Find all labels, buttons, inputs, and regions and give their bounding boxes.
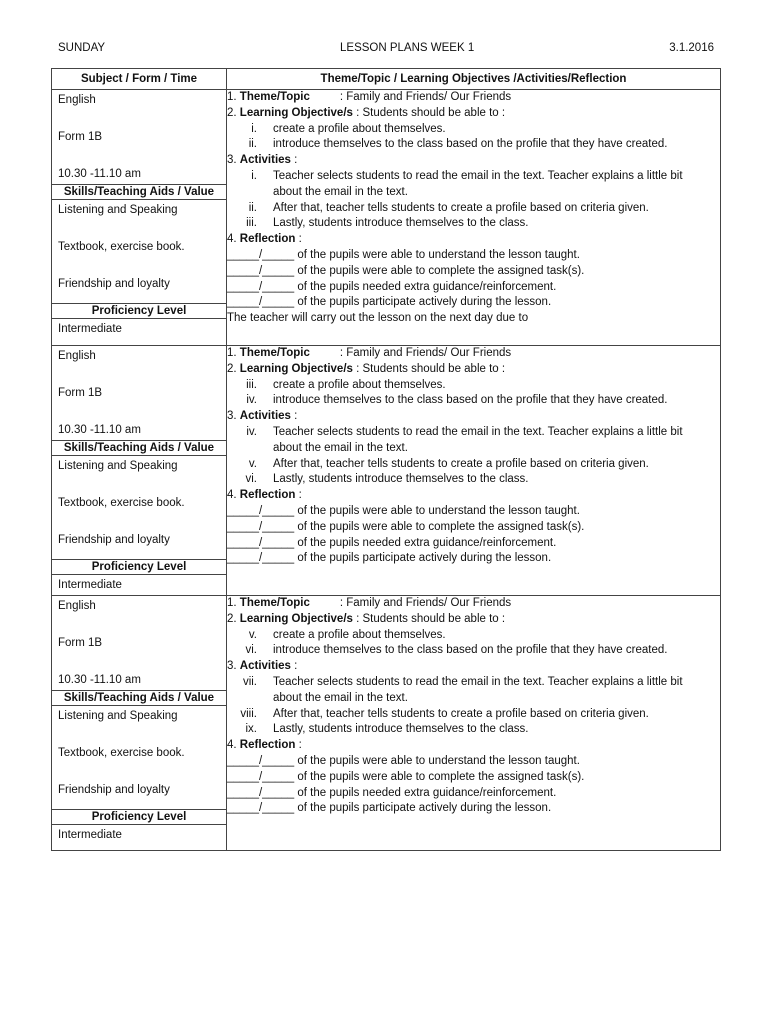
subject-text: English <box>58 350 96 362</box>
text-span: vi. <box>245 644 257 657</box>
text-span: about the email in the text. <box>273 441 408 454</box>
label-text: 2. <box>227 106 237 119</box>
proficiency-text: Intermediate <box>58 323 122 335</box>
proficiency-text: Intermediate <box>58 579 122 591</box>
reflection-heading <box>227 738 720 754</box>
activity-item <box>227 457 720 473</box>
theme-line <box>227 596 720 612</box>
label-text: Reflection <box>239 489 296 502</box>
form-text: Form 1B <box>58 131 103 143</box>
text-span: iii. <box>246 378 257 391</box>
reflection-heading <box>227 232 720 248</box>
text-span: v. <box>248 628 257 641</box>
text-span: ix. <box>245 723 257 736</box>
objective-item <box>227 122 720 138</box>
reflection-heading <box>227 488 720 504</box>
objectives-heading <box>227 362 720 378</box>
reflection-line: _____/_____ of the pupils were able to understand the lesson taught. <box>227 248 580 261</box>
text-span: iv. <box>246 394 257 407</box>
form-text: Form 1B <box>58 387 103 399</box>
text-span: create a profile about themselves. <box>273 378 446 391</box>
subject-text: English <box>58 600 96 612</box>
lesson-meta-cell <box>52 90 227 346</box>
lesson-row <box>52 346 721 596</box>
objective-item <box>227 137 720 153</box>
reflection-line: _____/_____ of the pupils participate actively during the lesson. <box>227 802 552 815</box>
day-label: SUNDAY <box>58 42 106 54</box>
label-text: 2. <box>227 612 237 625</box>
activity-item <box>227 722 720 738</box>
label-text: Learning Objective/s <box>239 612 353 625</box>
text-span: introduce themselves to the class based on the profile that they have created. <box>273 138 668 151</box>
teaching-aids-text: Textbook, exercise book. <box>58 497 185 509</box>
reflection-note: The teacher will carry out the lesson on the next day due to <box>227 312 529 325</box>
objective-item <box>227 628 720 644</box>
objective-item <box>227 393 720 409</box>
value-text: Friendship and loyalty <box>58 278 170 290</box>
reflection-line: _____/_____ of the pupils participate actively during the lesson. <box>227 296 552 309</box>
lesson-meta-cell <box>52 346 227 596</box>
label-text: : <box>290 154 298 167</box>
label-text: Reflection <box>239 739 296 752</box>
activity-item <box>227 675 720 691</box>
label-text: 3. <box>227 660 237 673</box>
time-text: 10.30 -11.10 am <box>58 674 141 686</box>
text-span: Teacher selects students to read the email in the text. Teacher explains a little bit <box>273 169 683 182</box>
lesson-row <box>52 596 721 851</box>
reflection-line: _____/_____ of the pupils were able to complete the assigned task(s). <box>227 520 585 533</box>
objectives-heading <box>227 106 720 122</box>
activity-item <box>227 201 720 217</box>
skill-text: Listening and Speaking <box>58 204 178 216</box>
reflection-line: _____/_____ of the pupils were able to understand the lesson taught. <box>227 504 580 517</box>
reflection-line: _____/_____ of the pupils were able to understand the lesson taught. <box>227 754 580 767</box>
text-span: introduce themselves to the class based on the profile that they have created. <box>273 644 668 657</box>
label-text: 4. <box>227 489 237 502</box>
text-span: iii. <box>246 217 257 230</box>
reflection-line: _____/_____ of the pupils were able to complete the assigned task(s). <box>227 264 585 277</box>
objective-item <box>227 378 720 394</box>
lesson-detail-cell <box>227 596 721 851</box>
label-text: 3. <box>227 410 237 423</box>
label-text: : <box>295 233 302 246</box>
theme-text: : Family and Friends/ Our Friends <box>339 347 512 359</box>
page-header <box>58 42 718 58</box>
activities-heading <box>227 153 720 169</box>
text-span: ii. <box>248 201 257 214</box>
page-title: LESSON PLANS WEEK 1 <box>340 42 475 54</box>
reflection-line: _____/_____ of the pupils participate actively during the lesson. <box>227 552 552 565</box>
value-text: Friendship and loyalty <box>58 534 170 546</box>
text-span: about the email in the text. <box>273 185 408 198</box>
activity-item <box>227 425 720 441</box>
label-text: 1. <box>227 597 237 609</box>
form-text: Form 1B <box>58 637 103 649</box>
theme-line <box>227 90 720 106</box>
label-text: : <box>295 489 302 502</box>
col-header-theme: Theme/Topic / Learning Objectives /Activities/Reflection <box>227 69 721 90</box>
objectives-heading <box>227 612 720 628</box>
label-text: 4. <box>227 233 237 246</box>
skill-text: Listening and Speaking <box>58 710 178 722</box>
proficiency-text: Intermediate <box>58 829 122 841</box>
label-text: 2. <box>227 362 237 375</box>
reflection-line: _____/_____ of the pupils were able to complete the assigned task(s). <box>227 770 585 783</box>
value-text: Friendship and loyalty <box>58 784 170 796</box>
date-label: 3.1.2016 <box>669 42 714 54</box>
text-span: Lastly, students introduce themselves to the class. <box>273 217 529 230</box>
text-span: Lastly, students introduce themselves to the class. <box>273 723 529 736</box>
lesson-row <box>52 90 721 346</box>
theme-text: : Family and Friends/ Our Friends <box>339 597 512 609</box>
time-text: 10.30 -11.10 am <box>58 424 141 436</box>
label-text: 1. <box>227 91 237 103</box>
activities-heading <box>227 409 720 425</box>
objective-item <box>227 643 720 659</box>
text-span: ii. <box>248 138 257 151</box>
text-span: vi. <box>245 473 257 486</box>
label-text: 3. <box>227 154 237 167</box>
label-text: : Students should be able to : <box>352 106 506 119</box>
label-text: : <box>295 739 302 752</box>
text-span: create a profile about themselves. <box>273 122 446 135</box>
theme-line <box>227 346 720 362</box>
activity-item <box>227 169 720 185</box>
label-text: Activities <box>239 154 291 167</box>
teaching-aids-text: Textbook, exercise book. <box>58 747 185 759</box>
text-span: introduce themselves to the class based on the profile that they have created. <box>273 394 668 407</box>
skill-text: Listening and Speaking <box>58 460 178 472</box>
label-text: Theme/Topic <box>239 91 310 103</box>
table-header-row <box>52 69 721 90</box>
proficiency-level-bar: Proficiency Level <box>52 809 226 825</box>
label-text: Learning Objective/s <box>239 106 353 119</box>
skills-aids-value-bar: Skills/Teaching Aids / Value <box>52 440 226 456</box>
lesson-detail-cell <box>227 346 721 596</box>
proficiency-level-bar: Proficiency Level <box>52 559 226 575</box>
label-text: : Students should be able to : <box>352 362 506 375</box>
label-text: Theme/Topic <box>239 347 310 359</box>
text-span: iv. <box>246 425 257 438</box>
activity-item <box>227 216 720 232</box>
label-text: Learning Objective/s <box>239 362 353 375</box>
text-span: create a profile about themselves. <box>273 628 446 641</box>
activity-item <box>227 707 720 723</box>
activity-item-continued <box>227 441 720 457</box>
text-span: vii. <box>242 675 257 688</box>
label-text: : <box>290 410 298 423</box>
text-span: about the email in the text. <box>273 691 408 704</box>
activity-item-continued <box>227 691 720 707</box>
text-span: Teacher selects students to read the email in the text. Teacher explains a little bit <box>273 675 683 688</box>
text-span: Lastly, students introduce themselves to the class. <box>273 473 529 486</box>
label-text: : <box>290 660 298 673</box>
reflection-line: _____/_____ of the pupils needed extra guidance/reinforcement. <box>227 536 557 549</box>
lesson-detail-cell <box>227 90 721 346</box>
reflection-line: _____/_____ of the pupils needed extra guidance/reinforcement. <box>227 280 557 293</box>
label-text: : Students should be able to : <box>352 612 506 625</box>
label-text: Theme/Topic <box>239 597 310 609</box>
skills-aids-value-bar: Skills/Teaching Aids / Value <box>52 184 226 200</box>
lesson-plan-table <box>51 68 721 851</box>
activity-item <box>227 472 720 488</box>
skills-aids-value-bar: Skills/Teaching Aids / Value <box>52 690 226 706</box>
activity-item-continued <box>227 185 720 201</box>
label-text: Activities <box>239 660 291 673</box>
teaching-aids-text: Textbook, exercise book. <box>58 241 185 253</box>
text-span: After that, teacher tells students to create a profile based on criteria given. <box>273 707 649 720</box>
label-text: Activities <box>239 410 291 423</box>
label-text: Reflection <box>239 233 296 246</box>
label-text: 1. <box>227 347 237 359</box>
text-span: After that, teacher tells students to create a profile based on criteria given. <box>273 201 649 214</box>
text-span: After that, teacher tells students to create a profile based on criteria given. <box>273 457 649 470</box>
lesson-meta-cell <box>52 596 227 851</box>
activities-heading <box>227 659 720 675</box>
subject-text: English <box>58 94 96 106</box>
text-span: i. <box>251 122 257 135</box>
text-span: viii. <box>240 707 257 720</box>
theme-text: : Family and Friends/ Our Friends <box>339 91 512 103</box>
text-span: Teacher selects students to read the email in the text. Teacher explains a little bit <box>273 425 683 438</box>
label-text: 4. <box>227 739 237 752</box>
col-header-subject: Subject / Form / Time <box>52 69 227 90</box>
text-span: v. <box>248 457 257 470</box>
text-span: i. <box>251 169 257 182</box>
reflection-line: _____/_____ of the pupils needed extra guidance/reinforcement. <box>227 786 557 799</box>
time-text: 10.30 -11.10 am <box>58 168 141 180</box>
proficiency-level-bar: Proficiency Level <box>52 303 226 319</box>
